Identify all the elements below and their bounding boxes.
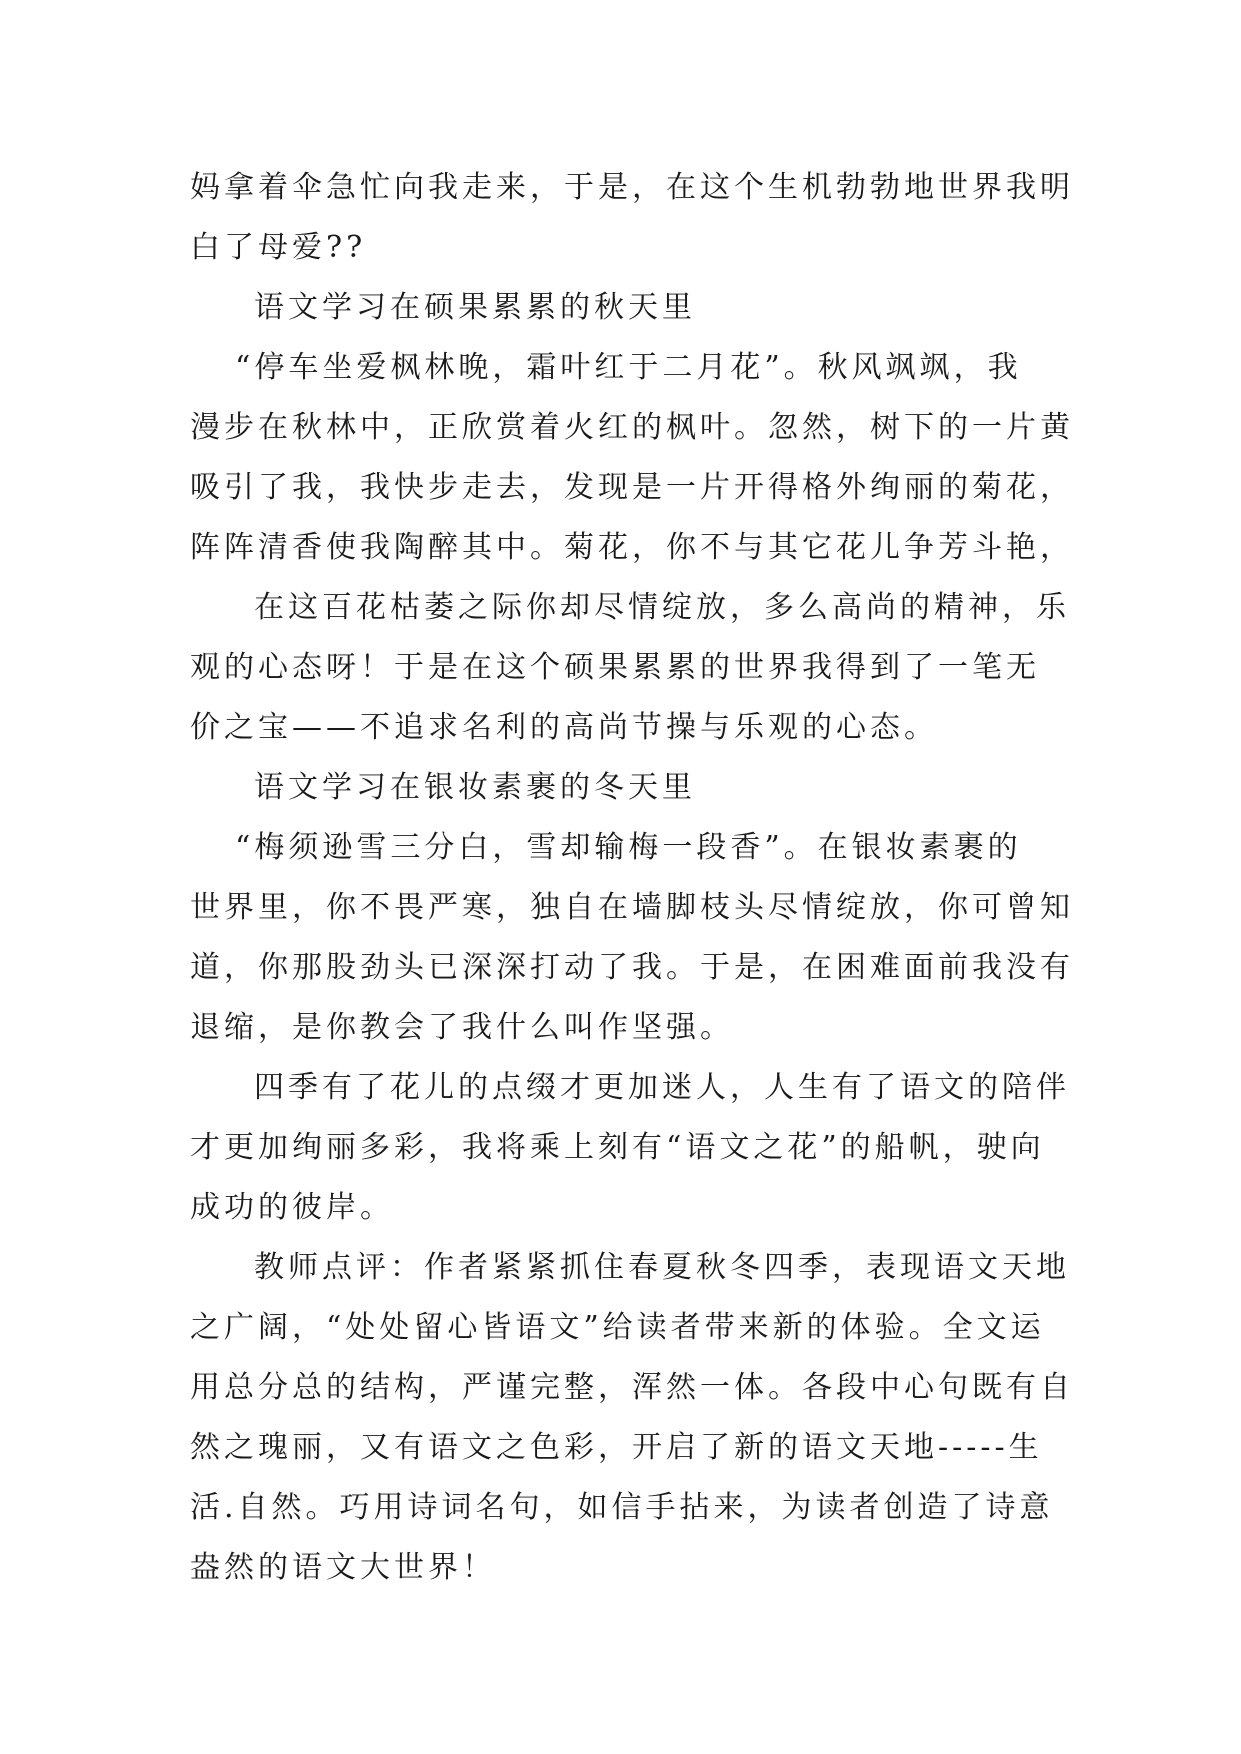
text-line: 白了母爱??	[190, 230, 367, 265]
text-line: 成功的彼岸。	[190, 1190, 394, 1225]
essay-body	[190, 158, 1074, 1598]
text-line: 世界里，你不畏严寒，独自在墙脚枝头尽情绽放，你可曾知	[190, 890, 1074, 925]
text-line: 价之宝——不追求名利的高尚节操与乐观的心态。	[190, 710, 938, 745]
text-line: 才更加绚丽多彩，我将乘上刻有“语文之花”的船帆，驶向	[190, 1130, 1045, 1165]
text-line: “梅须逊雪三分白，雪却输梅一段香”。在银妆素裹的	[235, 830, 1022, 865]
text-line: 漫步在秋林中，正欣赏着火红的枫叶。忽然，树下的一片黄	[190, 410, 1074, 445]
text-line: 退缩，是你教会了我什么叫作坚强。	[190, 1010, 734, 1045]
text-line: 然之瑰丽，又有语文之色彩，开启了新的语文天地-----生	[190, 1430, 1043, 1465]
text-line: “停车坐爱枫林晚，霜叶红于二月花”。秋风飒飒，我	[235, 350, 1022, 385]
text-line: 盎然的语文大世界！	[190, 1550, 496, 1585]
text-line: 阵阵清香使我陶醉其中。菊花，你不与其它花儿争芳斗艳，	[190, 530, 1074, 565]
text-line: 道，你那股劲头已深深打动了我。于是，在困难面前我没有	[190, 950, 1074, 985]
section-heading-winter: 语文学习在银妆素裹的冬天里	[254, 770, 696, 805]
text-line: 四季有了花儿的点缀才更加迷人，人生有了语文的陪伴	[254, 1070, 1070, 1105]
text-line: 妈拿着伞急忙向我走来，于是，在这个生机勃勃地世界我明	[190, 170, 1074, 205]
text-line: 活.自然。巧用诗词名句，如信手拈来，为读者创造了诗意	[190, 1490, 1054, 1525]
text-line: 在这百花枯萎之际你却尽情绽放，多么高尚的精神，乐	[254, 590, 1070, 625]
section-heading-autumn: 语文学习在硕果累累的秋天里	[254, 290, 696, 325]
text-line: 用总分总的结构，严谨完整，浑然一体。各段中心句既有自	[190, 1370, 1074, 1405]
text-line: 之广阔，“处处留心皆语文”给读者带来新的体验。全文运	[190, 1310, 1045, 1345]
text-line: 观的心态呀！于是在这个硕果累累的世界我得到了一笔无	[190, 650, 1040, 685]
text-line: 吸引了我，我快步走去，发现是一片开得格外绚丽的菊花，	[190, 470, 1074, 505]
teacher-comment: 教师点评：作者紧紧抓住春夏秋冬四季，表现语文天地	[254, 1250, 1070, 1285]
